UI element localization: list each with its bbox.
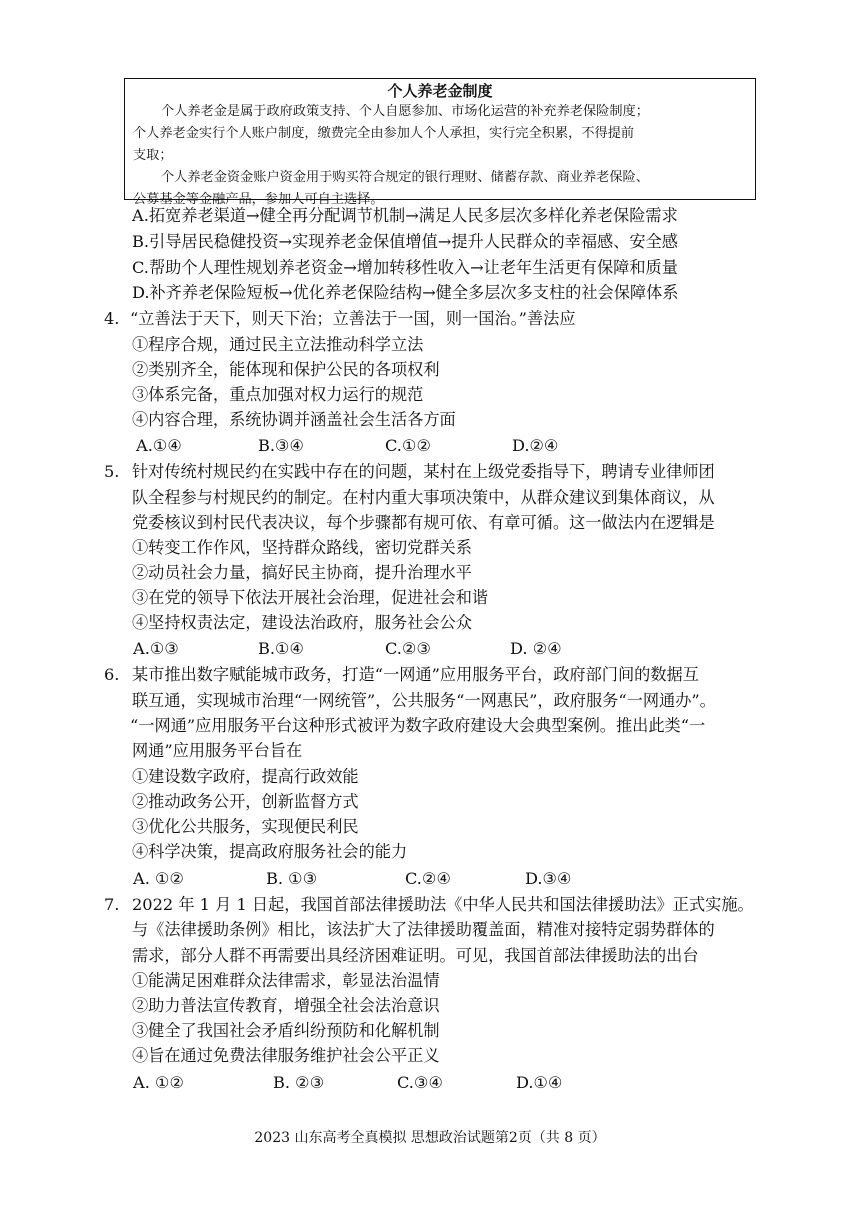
q4-statement-2: ②类别齐全，能体现和保护公民的各项权利 bbox=[132, 360, 440, 379]
q7-stem-line: 需求，部分人群不再需要出具经济困难证明。可见，我国首部法律援助法的出台 bbox=[132, 946, 699, 965]
q7-option-c: C.③④ bbox=[397, 1073, 443, 1092]
q6-option-a: A. ①② bbox=[133, 869, 185, 888]
q5-stem-line: 针对传统村规民约在实践中存在的问题，某村在上级党委指导下，聘请专业律师团 bbox=[132, 462, 715, 481]
q6-statement-4: ④科学决策，提高政府服务社会的能力 bbox=[132, 842, 408, 861]
q4-option-a: A.①④ bbox=[136, 436, 182, 455]
q5-statement-1: ①转变工作作风，坚持群众路线，密切党群关系 bbox=[132, 538, 472, 557]
q6-statement-1: ①建设数字政府，提高行政效能 bbox=[132, 767, 359, 786]
q4-option-b: B.③④ bbox=[258, 436, 305, 455]
q7-option-d: D.①④ bbox=[516, 1073, 563, 1092]
material-line: 公募基金等金融产品，参加人可自主选择。 bbox=[133, 192, 384, 207]
q4-option-c: C.①② bbox=[385, 436, 431, 455]
material-line: 个人养老金是属于政府政策支持、个人自愿参加、市场化运营的补充养老保险制度； bbox=[161, 104, 649, 119]
q5-option-b: B.①④ bbox=[258, 639, 305, 658]
q7-stem-line: 与《法律援助条例》相比，该法扩大了法律援助覆盖面，精准对接特定弱势群体的 bbox=[132, 920, 715, 939]
page-footer: 2023 山东高考全真模拟 思想政治试题第2页（共 8 页） bbox=[254, 1130, 606, 1146]
q3-option-c: C.帮助个人理性规划养老资金→增加转移性收入→让老年生活更有保障和质量 bbox=[132, 258, 678, 277]
q7-option-b: B. ②③ bbox=[273, 1073, 325, 1092]
q6-option-c: C.②④ bbox=[405, 869, 451, 888]
q7-statement-3: ③健全了我国社会矛盾纠纷预防和化解机制 bbox=[132, 1021, 440, 1040]
q6-stem-line: “一网通”应用服务平台这种形式被评为数字政府建设大会典型案例。推出此类“一 bbox=[130, 716, 706, 735]
q5-stem-line: 队全程参与村规民约的制定。在村内重大事项决策中，从群众建议到集体商议，从 bbox=[132, 488, 715, 507]
q4-option-d: D.②④ bbox=[512, 436, 559, 455]
q4-statement-3: ③体系完备，重点加强对权力运行的规范 bbox=[132, 385, 424, 404]
q3-option-a: A.拓宽养老渠道→健全再分配调节机制→满足人民多层次多样化养老保险需求 bbox=[132, 206, 678, 225]
q4-stem: “立善法于天下，则天下治；立善法于一国，则一国治。”善法应 bbox=[130, 309, 576, 328]
q6-option-d: D.③④ bbox=[525, 869, 572, 888]
q4-statement-1: ①程序合规，通过民主立法推动科学立法 bbox=[132, 335, 424, 354]
q6-stem-line: 联互通，实现城市治理“一网统管”，公共服务“一网惠民”，政府服务“一网通办”。 bbox=[132, 691, 716, 710]
material-box bbox=[124, 78, 756, 207]
q4-number: 4. bbox=[104, 309, 120, 328]
q5-number: 5. bbox=[104, 462, 120, 481]
q7-number: 7. bbox=[104, 895, 120, 914]
q7-stem-line: 2022 年 1 月 1 日起，我国首部法律援助法《中华人民共和国法律援助法》正式实施。 bbox=[132, 895, 754, 914]
q5-option-d: D. ②④ bbox=[510, 639, 562, 658]
q6-stem-line: 某市推出数字赋能城市政务，打造“一网通”应用服务平台，政府部门间的数据互 bbox=[132, 665, 699, 684]
q5-option-a: A.①③ bbox=[133, 639, 179, 658]
q4-statement-4: ④内容合理，系统协调并涵盖社会生活各方面 bbox=[132, 410, 456, 429]
q6-number: 6. bbox=[104, 665, 120, 684]
q6-stem-line: 网通”应用服务平台旨在 bbox=[132, 741, 303, 760]
q5-statement-3: ③在党的领导下依法开展社会治理，促进社会和谐 bbox=[132, 588, 489, 607]
q3-option-d: D.补齐养老保险短板→优化养老保险结构→健全多层次多支柱的社会保障体系 bbox=[132, 283, 679, 302]
q5-statement-4: ④坚持权责法定，建设法治政府，服务社会公众 bbox=[132, 613, 472, 632]
q7-statement-4: ④旨在通过免费法律服务维护社会公平正义 bbox=[132, 1046, 440, 1065]
q6-statement-2: ②推动政务公开，创新监督方式 bbox=[132, 792, 359, 811]
material-line: 支取； bbox=[133, 148, 173, 163]
q5-stem-line: 党委核议到村民代表决议，每个步骤都有规可依、有章可循。这一做法内在逻辑是 bbox=[132, 513, 715, 532]
material-line: 个人养老金资金账户资金用于购买符合规定的银行理财、储蓄存款、商业养老保险、 bbox=[161, 170, 649, 185]
q6-option-b: B. ①③ bbox=[266, 869, 318, 888]
q7-option-a: A. ①② bbox=[133, 1073, 185, 1092]
q7-statement-2: ②助力普法宣传教育，增强全社会法治意识 bbox=[132, 996, 440, 1015]
q5-option-c: C.②③ bbox=[385, 639, 431, 658]
material-title: 个人养老金制度 bbox=[387, 82, 493, 100]
q5-statement-2: ②动员社会力量，搞好民主协商，提升治理水平 bbox=[132, 563, 472, 582]
q7-statement-1: ①能满足困难群众法律需求，彰显法治温情 bbox=[132, 971, 440, 990]
q3-option-b: B.引导居民稳健投资→实现养老金保值增值→提升人民群众的幸福感、安全感 bbox=[132, 232, 678, 251]
q6-statement-3: ③优化公共服务，实现便民利民 bbox=[132, 817, 359, 836]
material-line: 个人养老金实行个人账户制度，缴费完全由参加人个人承担，实行完全积累，不得提前 bbox=[133, 126, 635, 141]
